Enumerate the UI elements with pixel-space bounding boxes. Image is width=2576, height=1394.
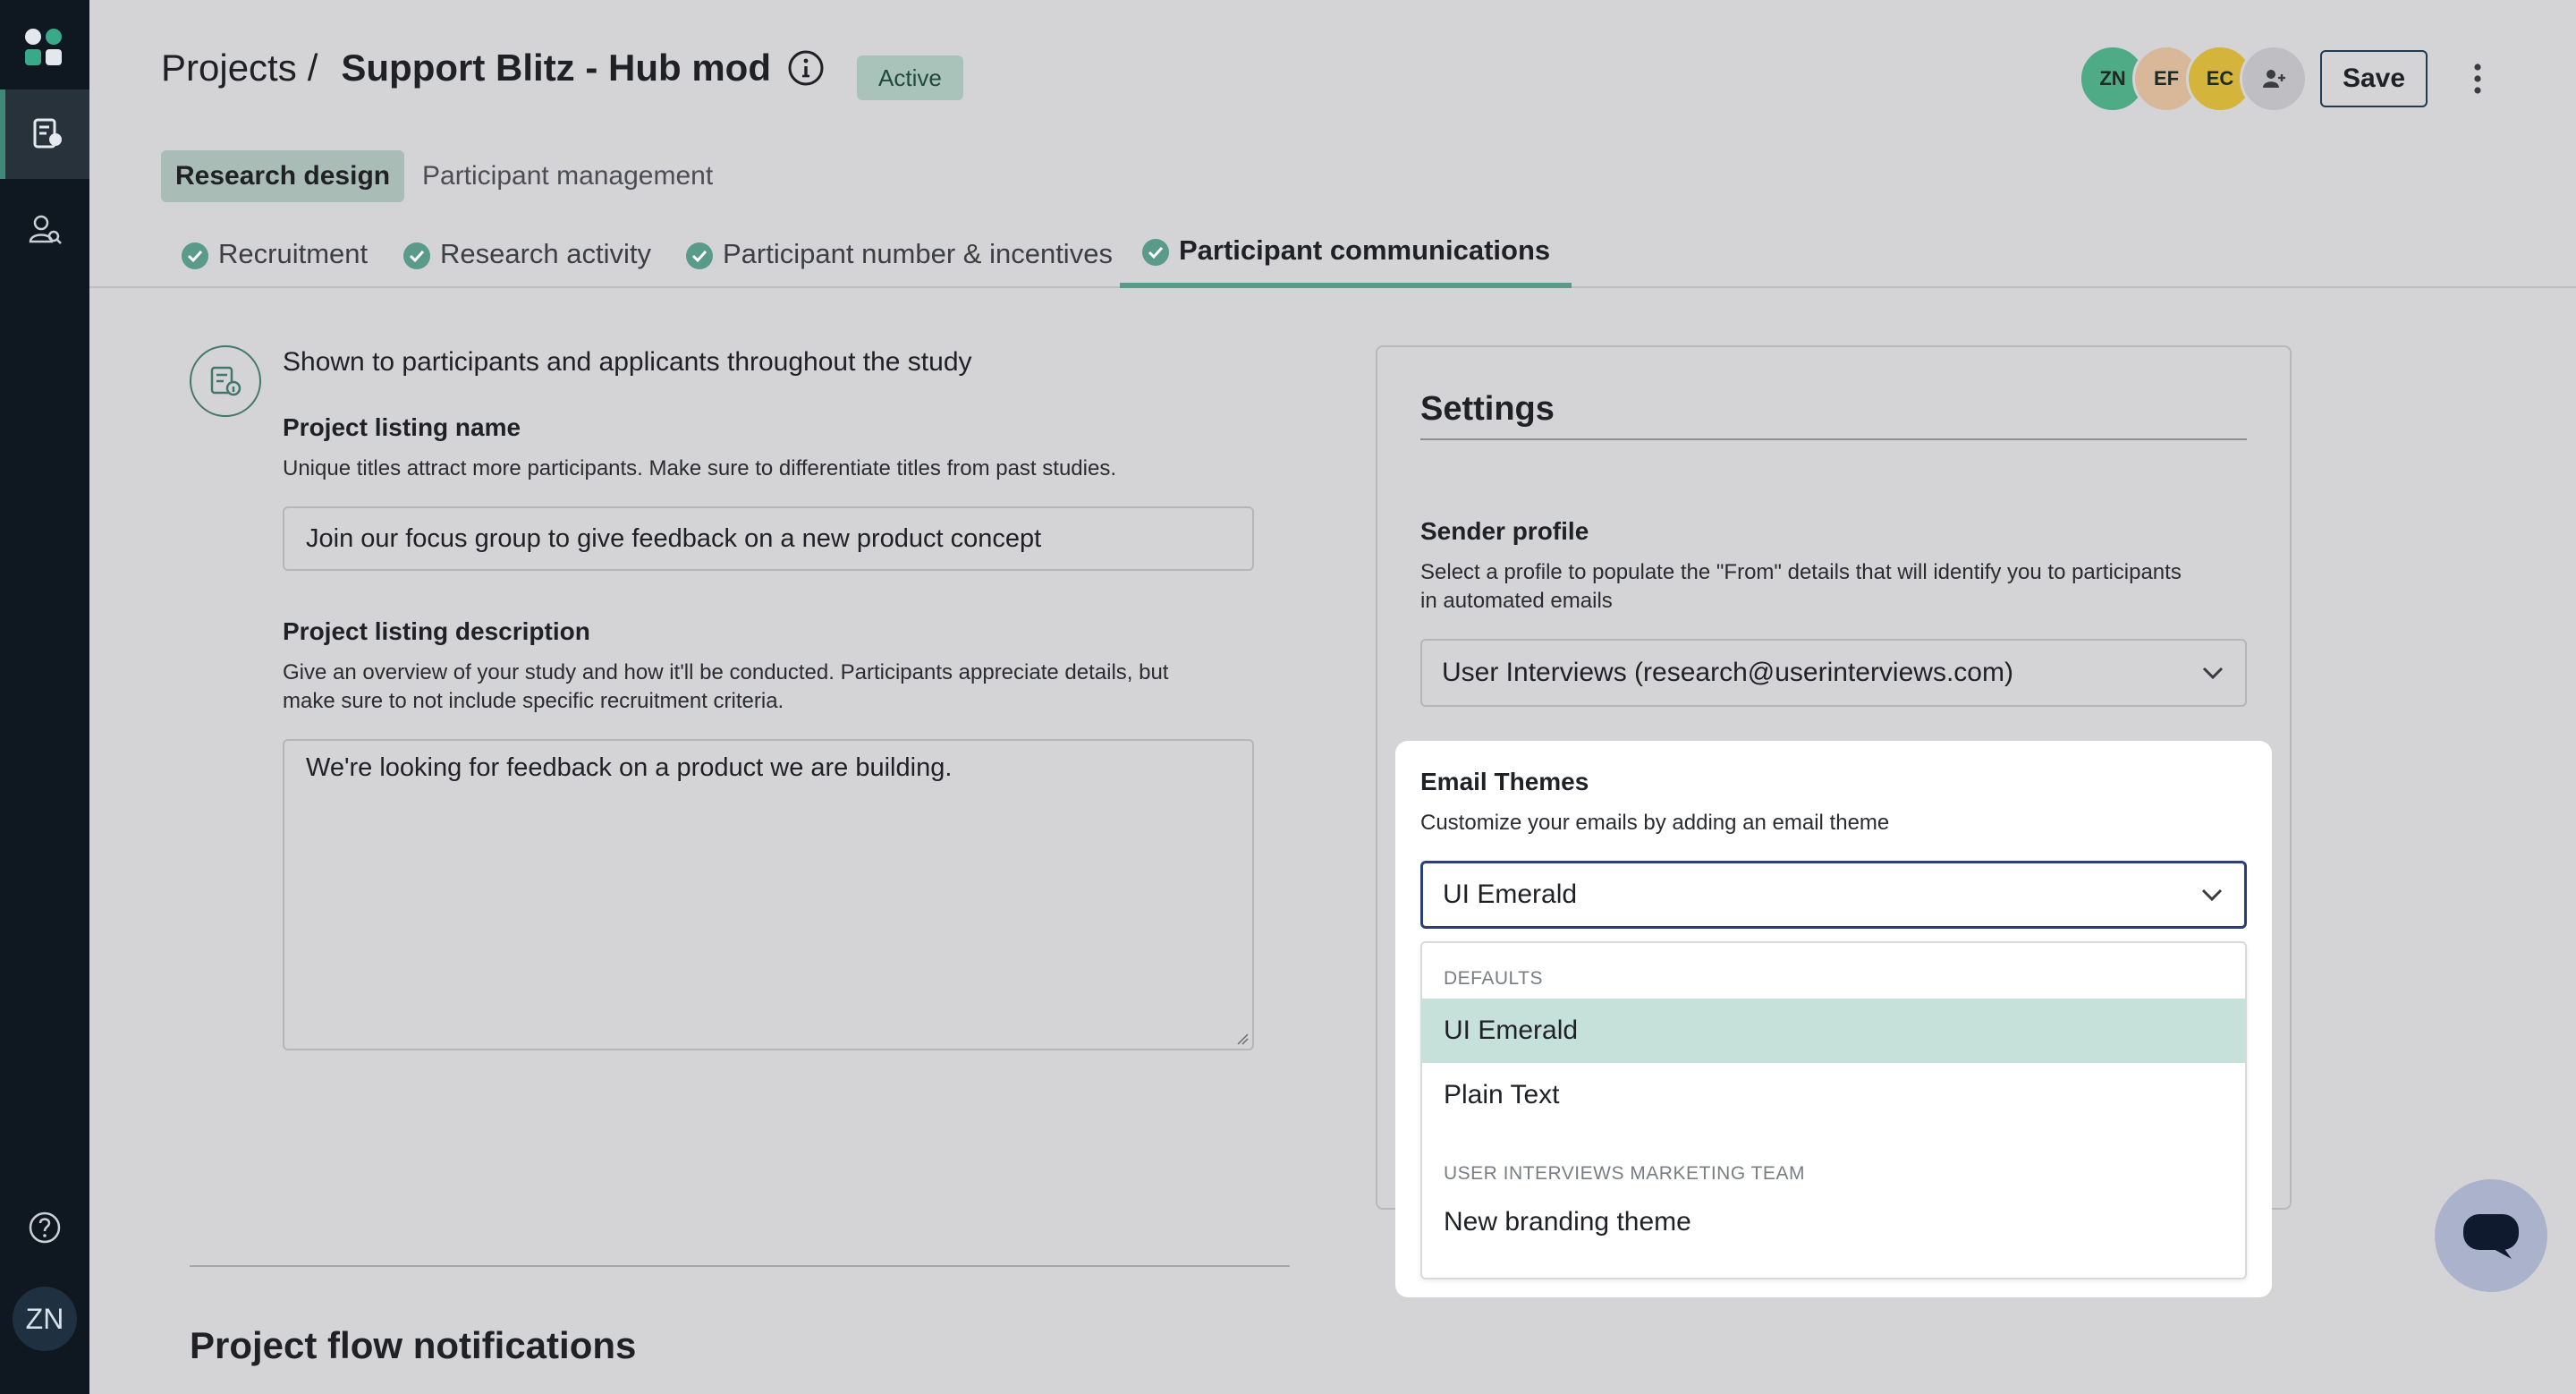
page-title: Support Blitz - Hub mod [341, 47, 771, 89]
check-circle-icon [181, 242, 209, 270]
help-icon[interactable] [27, 1210, 63, 1245]
add-collaborator-button[interactable] [2240, 45, 2308, 113]
listing-name-help: Unique titles attract more participants. Make sure to differentiate titles from past studies. [283, 456, 1116, 480]
section-divider [190, 1265, 1290, 1267]
tab-participant-communications[interactable] [1120, 234, 1572, 288]
tab-label: Research activity [440, 238, 652, 269]
settings-title: Settings [1420, 390, 1555, 428]
check-circle-icon [1141, 238, 1170, 267]
project-doc-icon [30, 116, 65, 152]
document-info-icon [208, 363, 243, 399]
project-flow-notifications-heading: Project flow notifications [190, 1324, 637, 1366]
step-tabs [89, 225, 2576, 288]
sidebar [0, 0, 89, 1394]
breadcrumb [161, 47, 825, 89]
email-themes-label: Email Themes [1420, 768, 1589, 795]
email-theme-dropdown [1420, 941, 2247, 1279]
listing-name-input[interactable] [283, 506, 1254, 571]
kebab-menu-icon [2473, 63, 2482, 95]
listing-description-help [283, 659, 1168, 716]
tab-recruitment[interactable] [181, 238, 368, 288]
save-button[interactable]: Save [2320, 50, 2428, 107]
sidebar-item-participants[interactable] [0, 184, 89, 274]
check-circle-icon [402, 242, 431, 270]
breadcrumb-projects-link[interactable]: Projects [161, 47, 297, 89]
participant-search-icon [27, 211, 63, 247]
sidebar-item-projects[interactable] [0, 89, 89, 179]
tab-label: Recruitment [218, 238, 369, 269]
sender-profile-value: User Interviews (research@userinterviews.com) [1442, 658, 2013, 687]
add-user-icon [2261, 66, 2286, 91]
textarea-value: We're looking for feedback on a product we are building. [306, 753, 953, 782]
collaborator-avatars [2079, 45, 2293, 113]
listing-description-textarea[interactable] [283, 739, 1254, 1050]
help-line: in automated emails [1420, 589, 1613, 613]
email-theme-select[interactable] [1420, 861, 2247, 929]
dropdown-option-new-branding-theme[interactable]: New branding theme [1444, 1207, 1691, 1237]
app-logo[interactable] [23, 27, 64, 68]
chevron-down-icon [2200, 665, 2225, 681]
avatar[interactable]: EF [2132, 45, 2200, 113]
tab-label: Participant number & incentives [723, 238, 1113, 269]
sender-profile-help [1420, 558, 2182, 616]
tab-research-design[interactable]: Research design [161, 150, 404, 202]
status-badge: Active [857, 55, 963, 100]
help-line: Select a profile to populate the "From" details that will identify you to participants [1420, 560, 2182, 584]
user-avatar[interactable]: ZN [13, 1287, 77, 1351]
email-themes-help: Customize your emails by adding an email theme [1420, 811, 1890, 835]
settings-divider [1420, 438, 2247, 440]
more-options-button[interactable] [2462, 55, 2494, 102]
listing-description-label: Project listing description [283, 617, 590, 645]
info-icon[interactable] [787, 49, 825, 87]
listing-info-icon [190, 345, 261, 417]
dropdown-option-plain-text[interactable]: Plain Text [1444, 1080, 1560, 1109]
chevron-down-icon [2199, 887, 2224, 903]
sender-profile-select[interactable] [1420, 639, 2247, 707]
tab-participant-number-incentives[interactable] [685, 238, 1113, 288]
resize-handle-icon[interactable] [1236, 1033, 1249, 1045]
sender-profile-label: Sender profile [1420, 517, 1589, 545]
tab-participant-management[interactable]: Participant management [422, 161, 714, 191]
avatar[interactable]: ZN [2079, 45, 2147, 113]
help-line: make sure to not include specific recruitment criteria. [283, 689, 784, 713]
chat-bubble-icon [2462, 1211, 2521, 1261]
dropdown-group-label: DEFAULTS [1444, 968, 1543, 989]
chat-launcher-button[interactable] [2435, 1179, 2547, 1292]
listing-intro-text: Shown to participants and applicants throughout the study [283, 347, 972, 377]
breadcrumb-separator: / [307, 47, 318, 89]
email-theme-value: UI Emerald [1443, 880, 1578, 909]
dropdown-option-ui-emerald[interactable]: UI Emerald [1422, 999, 2245, 1063]
help-line: Give an overview of your study and how it'll be conducted. Participants appreciate details, but [283, 660, 1169, 684]
listing-name-label: Project listing name [283, 413, 521, 441]
check-circle-icon [685, 242, 714, 270]
dropdown-group-label: USER INTERVIEWS MARKETING TEAM [1444, 1163, 1805, 1184]
avatar[interactable]: EC [2186, 45, 2254, 113]
tab-label: Participant communications [1179, 234, 1551, 266]
tab-research-activity[interactable] [402, 238, 651, 288]
